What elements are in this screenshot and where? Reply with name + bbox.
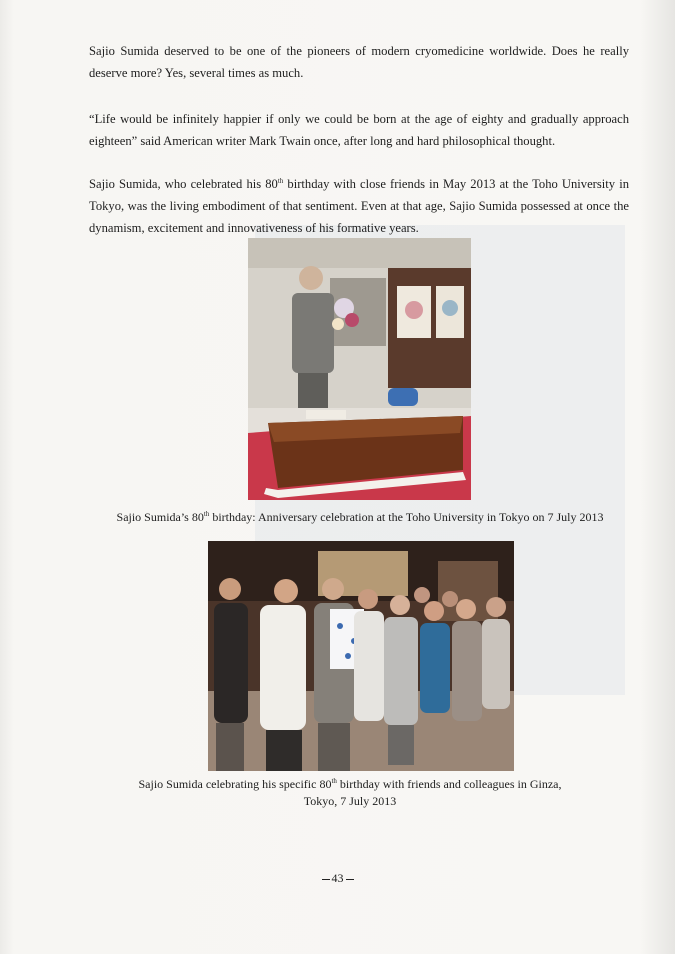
- paragraph-3: [89, 173, 629, 239]
- paragraph-1-text: Sajio Sumida deserved to be one of the pioneers of modern cryomedicine worldwide. Does he really deserve more? Yes, several times as much.: [89, 44, 629, 80]
- paragraph-2-text: “Life would be infinitely happier if only we could be born at the age of eighty and gradually approach eighteen” said American writer Mark Twain once, after long and hard philosophical thought.: [89, 112, 629, 148]
- birthday-cake-photo: [248, 238, 471, 500]
- paragraph-3-text-start: Sajio Sumida, who celebrated his 80: [89, 177, 278, 191]
- paragraph-1: [89, 40, 629, 84]
- figure-2-caption-start: Sajio Sumida celebrating his specific 80: [138, 777, 332, 791]
- figure-2-caption-line-2: Tokyo, 7 July 2013: [303, 794, 397, 808]
- group-photo-illustration: [208, 541, 514, 771]
- figure-1-caption-end: birthday: Anniversary celebration at the Toho University in Tokyo on 7 July 2013: [209, 510, 604, 524]
- paragraph-2: [89, 108, 629, 152]
- group-photo-ginza: [208, 541, 514, 771]
- figure-1-caption: [100, 509, 620, 526]
- ordinal-suffix: th: [277, 176, 284, 185]
- birthday-cake-illustration: [248, 238, 471, 500]
- page-number-value: 43: [331, 871, 344, 885]
- figure-1-caption-start: Sajio Sumida’s 80: [116, 510, 204, 524]
- page-number-dash-right: [346, 879, 354, 880]
- page-number: [0, 871, 675, 886]
- paragraph-3-text-end: birthday with close friends in May 2013 at the Toho University in Tokyo, was the living embodiment of that sentiment. Even at that age, Sajio Sumida possessed at once the dynamism, excitement and innovativeness of his formative years.: [89, 177, 629, 235]
- ordinal-suffix: th: [203, 510, 210, 518]
- ordinal-suffix: th: [331, 777, 337, 785]
- figure-2-caption-line-1-end: birthday with friends and colleagues in Ginza,: [336, 777, 562, 791]
- page-number-dash-left: [322, 879, 330, 880]
- figure-2-caption: [90, 776, 610, 810]
